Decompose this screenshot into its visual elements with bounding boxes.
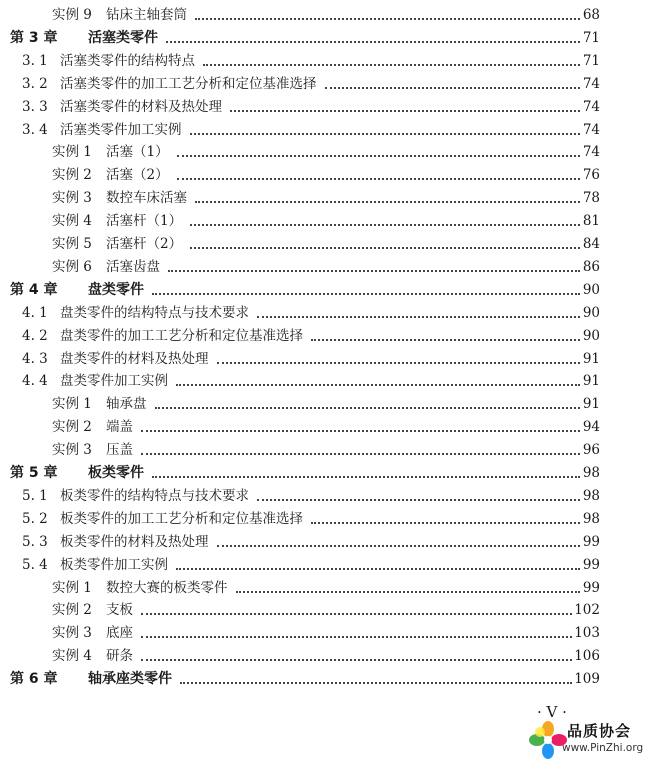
toc-entry-number: 4. 1	[22, 304, 48, 321]
toc-entry-title: 板类零件加工实例	[60, 556, 168, 573]
toc-entry-title: 轴承座类零件	[88, 671, 172, 688]
toc-entry-title: 钻床主轴套筒	[106, 7, 187, 23]
toc-entry-page: 109	[574, 671, 600, 688]
toc-entry-title: 活塞类零件的材料及热处理	[60, 98, 222, 115]
toc-entry-page: 84	[582, 236, 600, 252]
toc-entry-number: 实例 1	[52, 396, 92, 413]
toc-entry-page: 74	[582, 121, 600, 138]
toc-entry-title: 盘类零件	[88, 281, 144, 298]
toc-entry-page: 98	[582, 510, 600, 527]
toc-example-row[interactable]	[52, 252, 600, 275]
toc-chapter-row[interactable]	[10, 664, 600, 687]
dot-leader	[141, 613, 572, 615]
dot-leader	[141, 430, 580, 432]
toc-entry-page: 86	[582, 258, 600, 275]
dot-leader	[217, 545, 581, 547]
toc-chapter-row[interactable]	[10, 23, 600, 46]
dot-leader	[166, 41, 580, 43]
toc-example-row[interactable]	[52, 0, 600, 23]
toc-entry-page: 91	[582, 373, 600, 390]
toc-entry-title: 活塞类零件的结构特点	[60, 52, 195, 69]
toc-entry-page: 99	[582, 556, 600, 573]
toc-entry-page: 90	[582, 327, 600, 344]
dot-leader	[236, 591, 581, 593]
toc-entry-title: 盘类零件的加工工艺分析和定位基准选择	[60, 327, 303, 344]
dot-leader	[180, 682, 572, 684]
toc-entry-page: 106	[574, 648, 600, 665]
toc-chapter-row[interactable]	[10, 275, 600, 298]
toc-example-row[interactable]	[52, 435, 600, 458]
toc-entry-number: 实例 5	[52, 236, 92, 252]
toc-entry-title: 活塞类零件加工实例	[60, 121, 182, 138]
toc-entry-number: 实例 2	[52, 602, 92, 619]
toc-entry-title: 活塞杆（1）	[106, 213, 183, 230]
toc-entry-title: 活塞杆（2）	[106, 236, 183, 252]
dot-leader	[152, 293, 580, 295]
toc-example-row[interactable]	[52, 595, 600, 618]
dot-leader	[177, 178, 580, 180]
dot-leader	[141, 636, 572, 638]
toc-entry-number: 第 4 章	[10, 281, 58, 298]
toc-section-row[interactable]	[22, 550, 600, 573]
dot-leader	[141, 453, 580, 455]
toc-entry-number: 实例 4	[52, 648, 92, 665]
toc-section-row[interactable]	[22, 46, 600, 69]
dot-leader	[176, 568, 580, 570]
dot-leader	[311, 339, 580, 341]
toc-entry-title: 底座	[106, 625, 133, 642]
watermark-url: www.PinZhi.org	[562, 742, 644, 754]
toc-entry-page: 81	[582, 213, 600, 230]
toc-entry-number: 实例 2	[52, 419, 92, 436]
dot-leader	[155, 407, 581, 409]
toc-example-row[interactable]	[52, 206, 600, 229]
toc-entry-page: 71	[582, 52, 600, 69]
toc-entry-number: 第 3 章	[10, 29, 58, 46]
toc-example-row[interactable]	[52, 573, 600, 596]
toc-entry-page: 78	[582, 190, 600, 207]
dot-leader	[190, 133, 581, 135]
toc-section-row[interactable]	[22, 69, 600, 92]
toc-entry-page: 74	[582, 144, 600, 161]
dot-leader	[152, 476, 580, 478]
toc-section-row[interactable]	[22, 504, 600, 527]
toc-entry-number: 实例 1	[52, 144, 92, 161]
dot-leader	[325, 87, 581, 89]
toc-entry-number: 实例 4	[52, 213, 92, 230]
dot-leader	[176, 384, 580, 386]
toc-entry-title: 板类零件的结构特点与技术要求	[60, 487, 249, 504]
toc-entry-title: 盘类零件的材料及热处理	[60, 350, 209, 367]
toc-section-row[interactable]	[22, 92, 600, 115]
toc-entry-number: 4. 3	[22, 350, 48, 367]
toc-entry-page: 76	[582, 167, 600, 184]
toc-entry-number: 实例 1	[52, 579, 92, 596]
dot-leader	[190, 224, 580, 226]
toc-entry-title: 活塞（2）	[106, 167, 169, 184]
toc-section-row[interactable]	[22, 344, 600, 367]
dot-leader	[230, 110, 580, 112]
dot-leader	[195, 201, 580, 203]
toc-section-row[interactable]	[22, 298, 600, 321]
toc-entry-title: 活塞类零件的加工工艺分析和定位基准选择	[60, 75, 317, 92]
toc-section-row[interactable]	[22, 481, 600, 504]
toc-example-row[interactable]	[52, 229, 600, 252]
toc-example-row[interactable]	[52, 618, 600, 641]
toc-example-row[interactable]	[52, 412, 600, 435]
toc-entry-number: 3. 2	[22, 75, 48, 92]
dot-leader	[190, 247, 580, 249]
toc-entry-title: 研条	[106, 648, 133, 665]
toc-entry-number: 5. 2	[22, 510, 48, 527]
toc-entry-number: 4. 2	[22, 327, 48, 344]
page-number: · V ·	[537, 703, 567, 721]
flower-logo-icon	[528, 720, 568, 760]
watermark-logo	[528, 718, 653, 762]
toc-entry-number: 5. 4	[22, 556, 48, 573]
toc-entry-number: 实例 3	[52, 442, 92, 459]
toc-entry-title: 活塞齿盘	[106, 258, 160, 275]
toc-entry-title: 压盖	[106, 442, 133, 459]
toc-entry-page: 102	[574, 602, 600, 619]
toc-entry-title: 板类零件的加工工艺分析和定位基准选择	[60, 510, 303, 527]
watermark-name: 品质协会	[567, 722, 632, 740]
dot-leader	[257, 499, 580, 501]
toc-entry-page: 91	[582, 350, 600, 367]
toc-entry-page: 91	[582, 396, 600, 413]
dot-leader	[257, 316, 580, 318]
toc-entry-page: 98	[582, 487, 600, 504]
toc-example-row[interactable]	[52, 137, 600, 160]
toc-entry-page: 94	[582, 419, 600, 436]
toc-entry-number: 实例 3	[52, 190, 92, 207]
toc-section-row[interactable]	[22, 115, 600, 138]
toc-entry-number: 实例 6	[52, 258, 92, 275]
toc-entry-title: 活塞类零件	[88, 29, 158, 46]
toc-entry-title: 数控车床活塞	[106, 190, 187, 207]
dot-leader	[217, 362, 581, 364]
toc-entry-title: 盘类零件加工实例	[60, 373, 168, 390]
toc-entry-title: 数控大赛的板类零件	[106, 579, 228, 596]
toc-entry-number: 5. 1	[22, 487, 48, 504]
toc-entry-page: 99	[582, 579, 600, 596]
toc-entry-number: 3. 4	[22, 121, 48, 138]
toc-entry-number: 第 6 章	[10, 671, 58, 688]
toc-entry-title: 盘类零件的结构特点与技术要求	[60, 304, 249, 321]
dot-leader	[177, 155, 580, 157]
toc-entry-page: 98	[582, 465, 600, 481]
toc-entry-page: 96	[582, 442, 600, 459]
toc-entry-number: 3. 3	[22, 98, 48, 115]
toc-entry-title: 板类零件	[88, 465, 144, 481]
toc-entry-title: 活塞（1）	[106, 144, 169, 161]
toc-entry-number: 第 5 章	[10, 465, 58, 481]
toc-entry-page: 74	[582, 98, 600, 115]
toc-entry-title: 支板	[106, 602, 133, 619]
dot-leader	[141, 659, 572, 661]
toc-entry-number: 实例 9	[52, 7, 92, 23]
toc-section-row[interactable]	[22, 366, 600, 389]
toc-entry-page: 99	[582, 533, 600, 550]
toc-entry-number: 实例 3	[52, 625, 92, 642]
toc-entry-page: 68	[582, 7, 600, 23]
dot-leader	[168, 270, 580, 272]
toc-entry-title: 端盖	[106, 419, 133, 436]
toc-section-row[interactable]	[22, 321, 600, 344]
toc-entry-number: 实例 2	[52, 167, 92, 184]
toc-example-row[interactable]	[52, 641, 600, 664]
toc-entry-page: 71	[582, 29, 600, 46]
toc-entry-title: 轴承盘	[106, 396, 147, 413]
toc-entry-title: 板类零件的材料及热处理	[60, 533, 209, 550]
toc-example-row[interactable]	[52, 183, 600, 206]
toc-entry-page: 90	[582, 281, 600, 298]
toc-entry-number: 5. 3	[22, 533, 48, 550]
toc-entry-number: 4. 4	[22, 373, 48, 390]
toc-section-row[interactable]	[22, 527, 600, 550]
toc-entry-page: 74	[582, 75, 600, 92]
toc-example-row[interactable]	[52, 389, 600, 412]
toc-entry-number: 3. 1	[22, 52, 48, 69]
dot-leader	[195, 18, 580, 20]
dot-leader	[311, 522, 580, 524]
toc-example-row[interactable]	[52, 160, 600, 183]
toc-entry-page: 90	[582, 304, 600, 321]
dot-leader	[203, 64, 580, 66]
toc-chapter-row[interactable]	[10, 458, 600, 481]
toc-entry-page: 103	[574, 625, 600, 642]
